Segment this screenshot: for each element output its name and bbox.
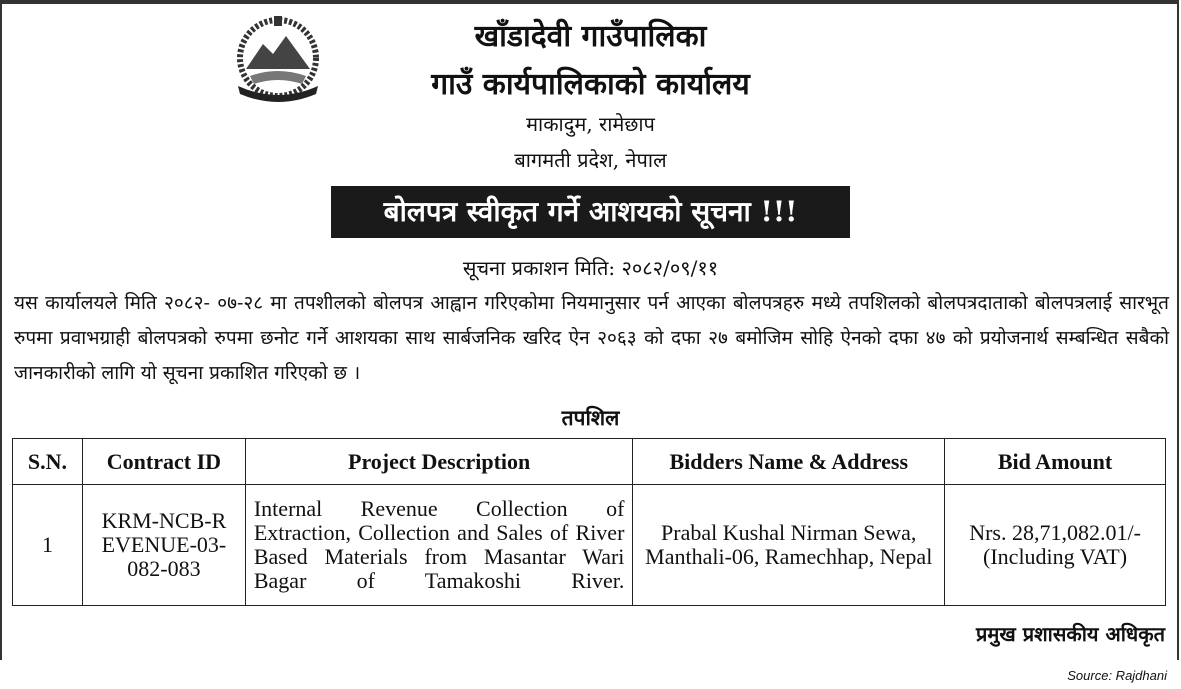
table-row	[13, 485, 1166, 606]
header-contract-id: Contract ID	[82, 439, 245, 485]
notice-title: बोलपत्र स्वीकृत गर्ने आशयको सूचना !!!	[331, 186, 850, 238]
address-line-2: बागमती प्रदेश, नेपाल	[514, 148, 667, 172]
schedule-heading: तपशिल	[561, 405, 620, 430]
table-header-row	[13, 439, 1166, 485]
cell-bid-amount: Nrs. 28,71,082.01/- (Including VAT)	[945, 485, 1166, 606]
header-sn: S.N.	[13, 439, 83, 485]
cell-contract-id: KRM-NCB-REVENUE-03-082-083	[82, 485, 245, 606]
address-line-1: माकादुम, रामेछाप	[526, 112, 655, 136]
header-bidder: Bidders Name & Address	[633, 439, 945, 485]
header-project-description: Project Description	[245, 439, 633, 485]
notice-body: यस कार्यालयले मिति २०८२- ०७-२८ मा तपशीलको बोलपत्र आह्वान गरिएकोमा नियमानुसार पर्न आएका बोलपत्रहरु मध्ये तपशिलको बोलपत्रदाताको बोलपत्रलाई सारभूत रुपमा प्रवाभग्राही बोलपत्रको रुपमा छनोट गर्ने आशयका साथ सार्बजनिक खरिद ऐन २०६३ को दफा २७ बमोजिम सोहि ऐनको दफा ४७ को प्रयोजनार्थ सम्बन्धित सबैको जानकारीको लागि यो सूचना प्रकाशित गरिएको छ ।	[14, 292, 1169, 384]
bid-table	[12, 438, 1166, 606]
header-bid-amount: Bid Amount	[945, 439, 1166, 485]
publish-date: सूचना प्रकाशन मिति: २०८२/०९/११	[462, 256, 719, 280]
source-credit: Source: Rajdhani	[1067, 668, 1167, 683]
cell-sn: 1	[13, 485, 83, 606]
municipality-name: खाँडादेवी गाउँपालिका	[474, 19, 707, 54]
office-name: गाउँ कार्यपालिकाको कार्यालय	[431, 67, 750, 102]
signatory: प्रमुख प्रशासकीय अधिकृत	[976, 622, 1165, 646]
cell-project-description: Internal Revenue Collection of Extraction, Collection and Sales of River Based Materials from Masantar Wari Bagar of Tamakoshi River.	[245, 485, 633, 606]
cell-bidder: Prabal Kushal Nirman Sewa, Manthali-06, Ramechhap, Nepal	[633, 485, 945, 606]
